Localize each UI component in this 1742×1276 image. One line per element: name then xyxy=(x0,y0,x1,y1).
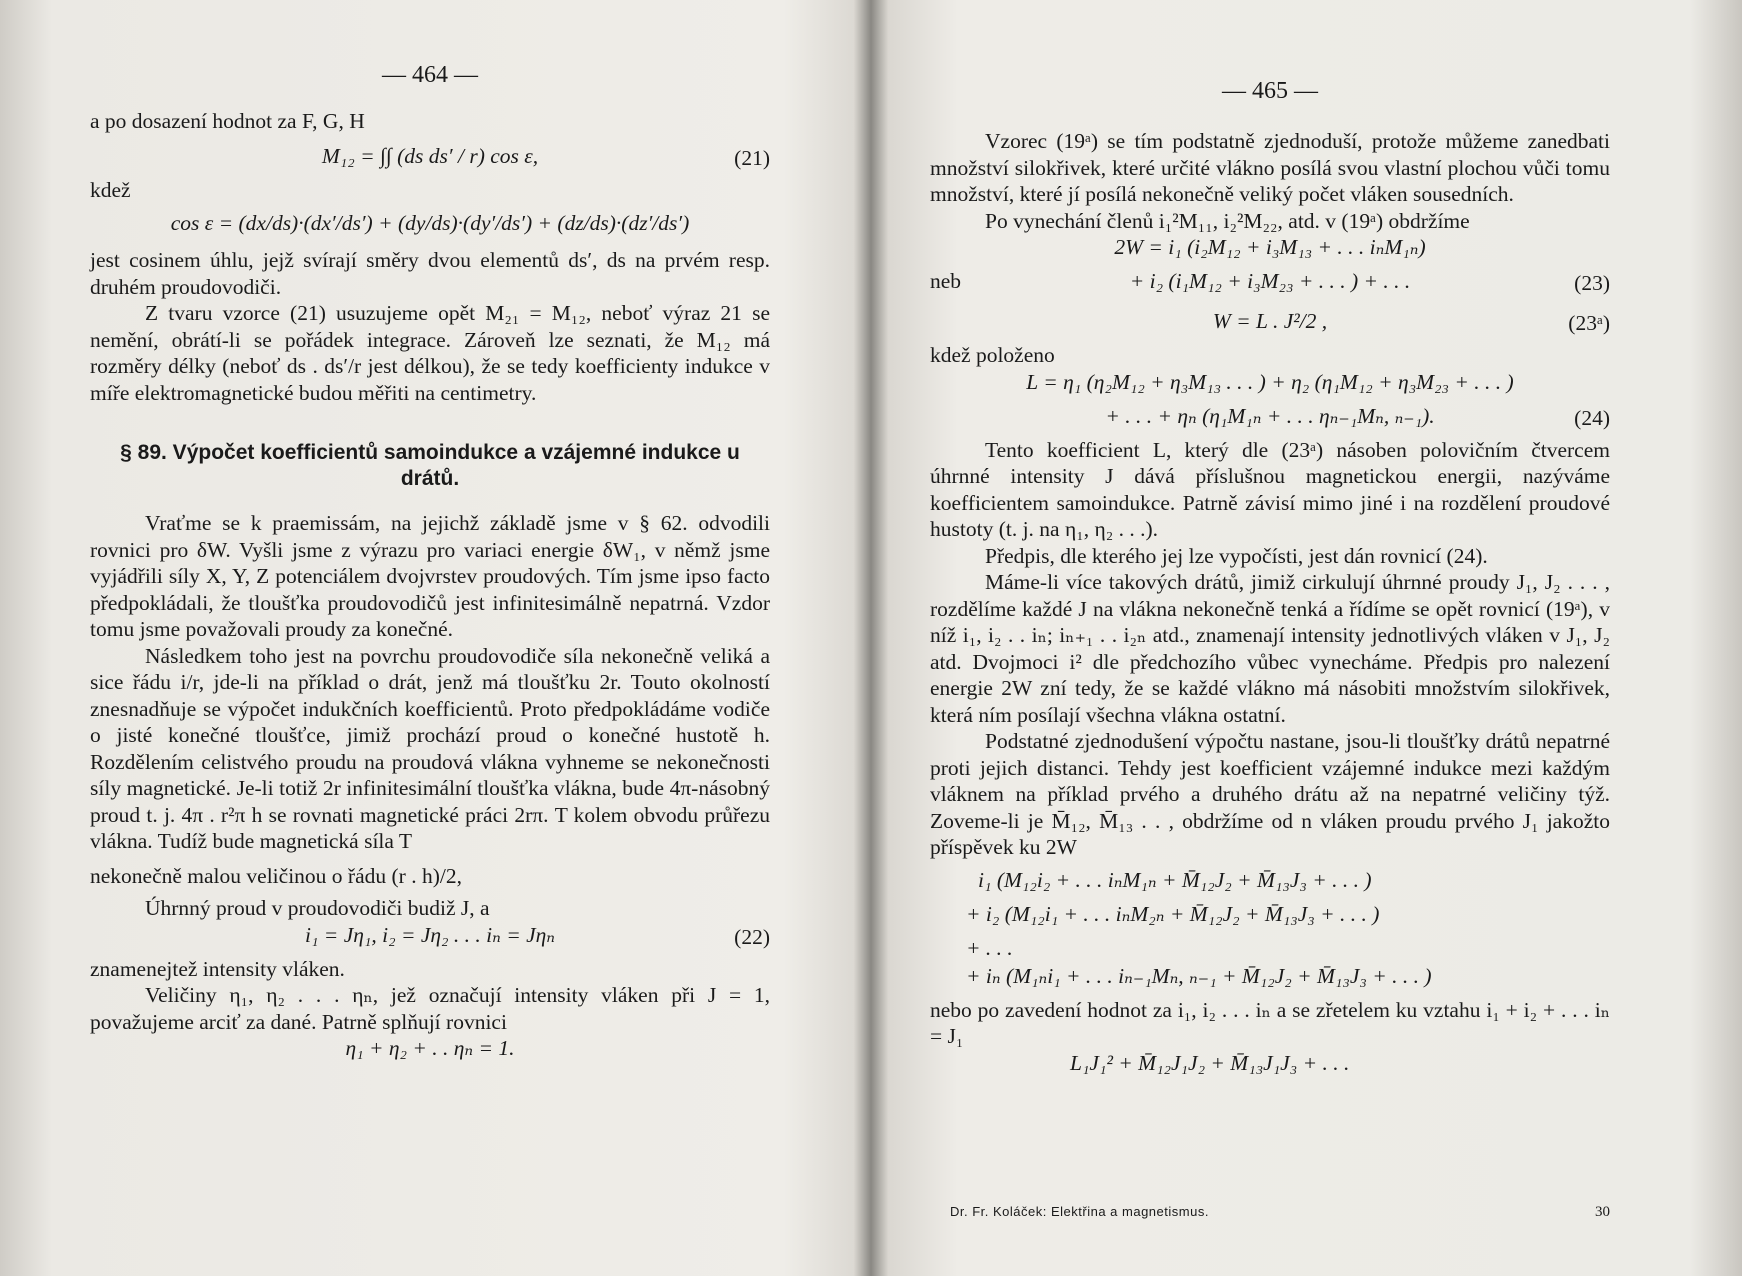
equation-22-number: (22) xyxy=(734,924,770,949)
kdez-polozeno: kdež položeno xyxy=(930,343,1055,367)
right-page xyxy=(930,0,1610,1276)
paragraph-2: Z tvaru vzorce (21) usuzujeme opět M₂₁ = M₁₂, neboť výraz 21 se nemění, obrátí-li se pořádek integrace. Zároveň lze seznati, že M₁₂ má rozměry délky (neboť ds . ds′/r jest délkou), že se tedy koefficienty indukce v míře elektromagnetické budou měřiti na centimetry. xyxy=(90,301,770,405)
equation-23-line1 xyxy=(930,234,1610,268)
equation-sum-line4-body: + iₙ (M₁ₙi₁ + . . . iₙ₋₁Mₙ, ₙ₋₁ + M̄₁₂J₂ + M̄₁₃J₃ + . . . ) xyxy=(966,963,1432,988)
equation-cos-body: cos ε = (dx/ds)·(dx′/ds′) + (dy/ds)·(dy′/ds′) + (dz/ds)·(dz′/ds′) xyxy=(170,211,690,235)
paragraph-3: Vraťme se k praemissám, na jejichž základě jsme v § 62. odvodili rovnici pro δW. Vyšli jsme z výrazu pro variaci energie δW₁, v němž jsme vyjádřili síly X, Y, Z potenciálem dvojvrstev proudových. Tím jsme ipso facto předpokládali, že tloušťka proudovodičů jest infinitesimálně nepatrná. Vzdor tomu jsme považovali proudy za konečné. xyxy=(90,511,770,641)
paragraph-4: Následkem toho jest na povrchu proudovodiče síla nekonečně veliká a sice řádu i/r, jde-li na příklad o drát, jenž má tloušťku 2r. Touto okolností znesnadňuje se výpočet indukčních koefficientů. Proto předpokládáme vodiče o jisté konečné tloušťce, jimiž prochází proud o konečné hustotě h. Rozdělením celistvého proudu na proudová vlákna vyhneme se nekonečnosti síly magnetické. Je-li totiž 2r infinitesimální tloušťka vlákna, bude 4π-násobný proud t. j. 4π . r²π h se rovnati magnetické práci 2rπ. T kolem obvodu průřezu vlákna. Tudíž bude magnetická síla T xyxy=(90,643,770,853)
equation-23-line1-body: 2W = i₁ (i₂M₁₂ + i₃M₁₃ + . . . iₙM₁ₙ) xyxy=(1114,235,1426,259)
footer-author-title: Dr. Fr. Koláček: Elektřina a magnetismus. xyxy=(950,1204,1209,1219)
equation-cos xyxy=(90,203,770,247)
paragraph-r2: Po vynechání členů i₁²M₁₁, i₂²M₂₂, atd. v (19ᵃ) obdržíme xyxy=(985,208,1470,233)
equation-23a-body: W = L . J²/2 , xyxy=(1212,309,1328,333)
paragraph-r7: nebo po zavedení hodnot za i₁, i₂ . . . iₙ a se zřetelem ku vztahu i₁ + i₂ + . . . iₙ = J₁ xyxy=(930,997,1610,1048)
equation-final-body: L₁J₁² + M̄₁₂J₁J₂ + M̄₁₃J₁J₃ + . . . xyxy=(1070,1050,1350,1075)
paragraph-7: znamenejtež intensity vláken. xyxy=(90,956,345,981)
kdez-label: kdež xyxy=(90,177,131,202)
equation-sum-line1-body: i₁ (M₁₂i₂ + . . . iₙM₁ₙ + M̄₁₂J₂ + M̄₁₃J₃ + . . . ) xyxy=(978,867,1372,892)
right-page-text xyxy=(930,128,1610,1084)
equation-22 xyxy=(90,922,770,956)
section-heading: § 89. Výpočet koefficientů samoindukce a vzájemné indukce u drátů. xyxy=(120,441,740,490)
equation-23a xyxy=(930,302,1610,342)
equation-24-line2 xyxy=(930,403,1610,437)
paragraph-r3: Tento koefficient L, který dle (23ᵃ) násoben polovičním čtvercem úhrnné intensity J dává příslušnou magnetickou energii, nazýváme koefficientem samoindukce. Patrně závisí mimo jiné i na rozdělení proudové hustoty (t. j. na η₁, η₂ . . .). xyxy=(930,437,1610,541)
paragraph-8: Veličiny η₁, η₂ . . . ηₙ, jež označují intensity vláken při J = 1, považujeme arciť za dané. Patrně splňují rovnici xyxy=(90,983,770,1034)
signature-number: 30 xyxy=(1595,1204,1610,1220)
page-footer xyxy=(930,1204,1610,1220)
equation-eta-sum-body: η₁ + η₂ + . . ηₙ = 1. xyxy=(345,1036,515,1060)
paragraph-r1: Vzorec (19ᵃ) se tím podstatně zjednoduší, protože můžeme zanedbati množství silokřivek, které určité vlákno posílá svou vlastní plochou vůči tomu množství, které jí posílá nekonečně veliký počet vláken sousedních. xyxy=(930,129,1610,206)
paragraph-r4: Předpis, dle kterého jej lze vypočísti, jest dán rovnicí (24). xyxy=(985,543,1488,568)
equation-21-body: M₁₂ = ∫∫ (ds ds′ / r) cos ε, xyxy=(321,143,539,168)
paragraph-1: jest cosinem úhlu, jejž svírají směry dvou elementů ds′, ds na prvém resp. druhém proudovodiči. xyxy=(90,248,770,299)
intro-line: a po dosazení hodnot za F, G, H xyxy=(90,109,365,133)
paragraph-5: nekonečně malou veličinou o řádu (r . h)/2, xyxy=(90,863,462,888)
equation-23-line2-body: + i₂ (i₁M₁₂ + i₃M₂₃ + . . . ) + . . . xyxy=(1129,269,1411,293)
equation-eta-sum xyxy=(90,1035,770,1069)
paragraph-r5: Máme-li více takových drátů, jimiž cirkulují úhrnné proudy J₁, J₂ . . . , rozdělíme každé J na vlákna nekonečně tenká a řídíme se opět rovnicí (19ᵃ), v níž i₁, i₂ . . iₙ; iₙ₊₁ . . i₂ₙ atd., znamenají intensity jednotlivých vláken v J₁, J₂ atd. Dvojmoci i² dle předchozího vůbec vynecháme. Předpis pro nalezení energie 2W zní tedy, že se každé vlákno má násobiti množstvím silokřivek, která ním posílají všechna vlákna ostatní. xyxy=(930,570,1610,727)
equation-sum-line3 xyxy=(930,935,1610,963)
equation-sum-line3-body: + . . . xyxy=(966,935,1013,960)
equation-sum-line2-body: + i₂ (M₁₂i₁ + . . . iₙM₂ₙ + M̄₁₂J₂ + M̄₁₃J₃ + . . . ) xyxy=(966,901,1380,926)
equation-23-line2 xyxy=(930,268,1610,302)
left-page xyxy=(90,0,770,1276)
neb-label: neb xyxy=(930,269,962,293)
left-page-text xyxy=(90,108,770,1069)
page-number-right: — 465 — xyxy=(1222,78,1318,104)
equation-24-number: (24) xyxy=(1574,405,1610,430)
equation-21 xyxy=(90,143,770,177)
page-number-left: — 464 — xyxy=(382,62,478,88)
equation-final xyxy=(930,1050,1610,1084)
equation-sum-line1 xyxy=(930,867,1610,901)
equation-24-line1-body: L = η₁ (η₂M₁₂ + η₃M₁₃ . . . ) + η₂ (η₁M₁₂ + η₃M₂₃ + . . . ) xyxy=(1026,369,1514,394)
equation-21-number: (21) xyxy=(734,145,770,170)
equation-24-line2-body: + . . . + ηₙ (η₁M₁ₙ + . . . ηₙ₋₁Mₙ, ₙ₋₁). xyxy=(1105,403,1435,428)
equation-sum-line2 xyxy=(930,901,1610,935)
paragraph-6: Úhrnný proud v proudovodiči budiž J, a xyxy=(145,896,490,920)
equation-23a-number: (23ᵃ) xyxy=(1568,311,1610,335)
equation-23-number: (23) xyxy=(1574,271,1610,295)
equation-sum-line4 xyxy=(930,963,1610,997)
paragraph-r6: Podstatné zjednodušení výpočtu nastane, jsou-li tloušťky drátů nepatrné proti jejich distanci. Tehdy jest koefficient vzájemné indukce mezi každým vláknem na příklad prvého a druhého drátu až na nepatrné veličiny týž. Zoveme-li je M̄₁₂, M̄₁₃ . . , obdržíme od n vláken proudu prvého J₁ jakožto příspěvek ku 2W xyxy=(930,729,1610,859)
equation-24-line1 xyxy=(930,369,1610,403)
equation-22-body: i₁ = Jη₁, i₂ = Jη₂ . . . iₙ = Jηₙ xyxy=(304,922,556,947)
